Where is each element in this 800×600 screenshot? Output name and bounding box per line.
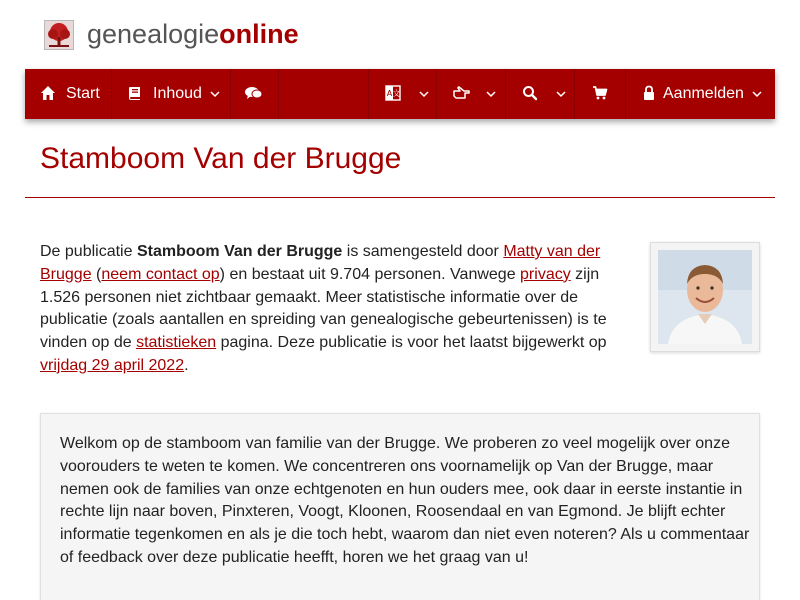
svg-text:文: 文 [392, 89, 401, 98]
intro-text: is samengesteld door [342, 243, 504, 260]
comments-icon [245, 85, 263, 103]
nav-start-label: Start [66, 85, 100, 102]
nav-start[interactable] [25, 69, 112, 119]
nav-actions[interactable] [437, 69, 506, 119]
intro-text: pagina. Deze publicatie is voor het laatst bijgewerkt op [216, 334, 607, 352]
intro-text: zijn 1.526 personen niet zichtbaar gemaakt. Meer statistische informatie over de publicatie (zoals aantallen en spreiding van genealogische gebeurtenissen) is te vinden op de [40, 265, 607, 352]
search-icon [522, 85, 540, 103]
tree-logo-icon[interactable] [44, 20, 74, 50]
last-updated-link[interactable]: vrijdag 29 april 2022 [40, 356, 185, 374]
welcome-panel [40, 413, 760, 600]
brand-wordmark[interactable] [87, 17, 299, 51]
intro-text: ) en bestaat uit 9.704 personen. Vanwege [219, 265, 521, 283]
cart-icon [592, 85, 610, 103]
translate-icon [385, 85, 403, 103]
intro-text: De publicatie [40, 243, 137, 260]
nav-cart[interactable] [575, 69, 626, 119]
privacy-link[interactable]: privacy [520, 265, 571, 283]
site-header [0, 0, 800, 69]
publication-intro [40, 241, 620, 378]
brand-part-genealogie: genealogie [87, 19, 220, 49]
chevron-down-icon [556, 89, 566, 99]
nav-inhoud[interactable] [112, 69, 231, 119]
book-icon [127, 85, 145, 103]
brand-part-online: online [219, 19, 299, 49]
pointing-hand-icon [452, 85, 470, 103]
nav-search[interactable] [506, 69, 575, 119]
welcome-text: Welkom op de stamboom van familie van der Brugge. We proberen zo veel mogelijk over onze voorouders te weten te komen. We concentreren ons voornamelijk op Van der Brugge, maar nemen ook de families van onze echtgenoten en hun ouders mee, ook daar in eerste instantie in rechte lijn naar boven, Pinxteren, Voogt, Kloonen, Roosendaal en van Egmond. Je blijft echter informatie tegenkomen en als je die toch hebt, waarom dan niet even noteren? Als u commentaar of feedback over deze publicatie heefft, horen we het graag van u! [60, 435, 750, 566]
chevron-down-icon [752, 89, 762, 99]
intro-text: ( [91, 265, 102, 283]
author-avatar [658, 250, 752, 344]
author-link[interactable]: Matty van der Brugge [40, 243, 601, 283]
chevron-down-icon [210, 89, 220, 99]
chevron-down-icon [419, 89, 429, 99]
statistics-link[interactable]: statistieken [136, 334, 217, 352]
title-divider [25, 197, 775, 198]
nav-forum[interactable] [231, 69, 279, 119]
page-title: Stamboom Van der Brugge [40, 142, 402, 175]
svg-text:A: A [386, 89, 393, 98]
chevron-down-icon [486, 89, 496, 99]
nav-language[interactable] [368, 69, 437, 119]
main-navbar [25, 69, 775, 119]
contact-link[interactable]: neem contact op [101, 265, 220, 283]
publication-name: Stamboom Van der Brugge [136, 243, 343, 260]
nav-aanmelden[interactable] [626, 69, 775, 119]
intro-text: . [184, 356, 189, 374]
nav-aanmelden-label: Aanmelden [663, 85, 744, 102]
nav-inhoud-label: Inhoud [153, 85, 202, 102]
home-icon [40, 85, 58, 103]
author-photo[interactable] [650, 242, 760, 352]
lock-icon [643, 85, 655, 103]
